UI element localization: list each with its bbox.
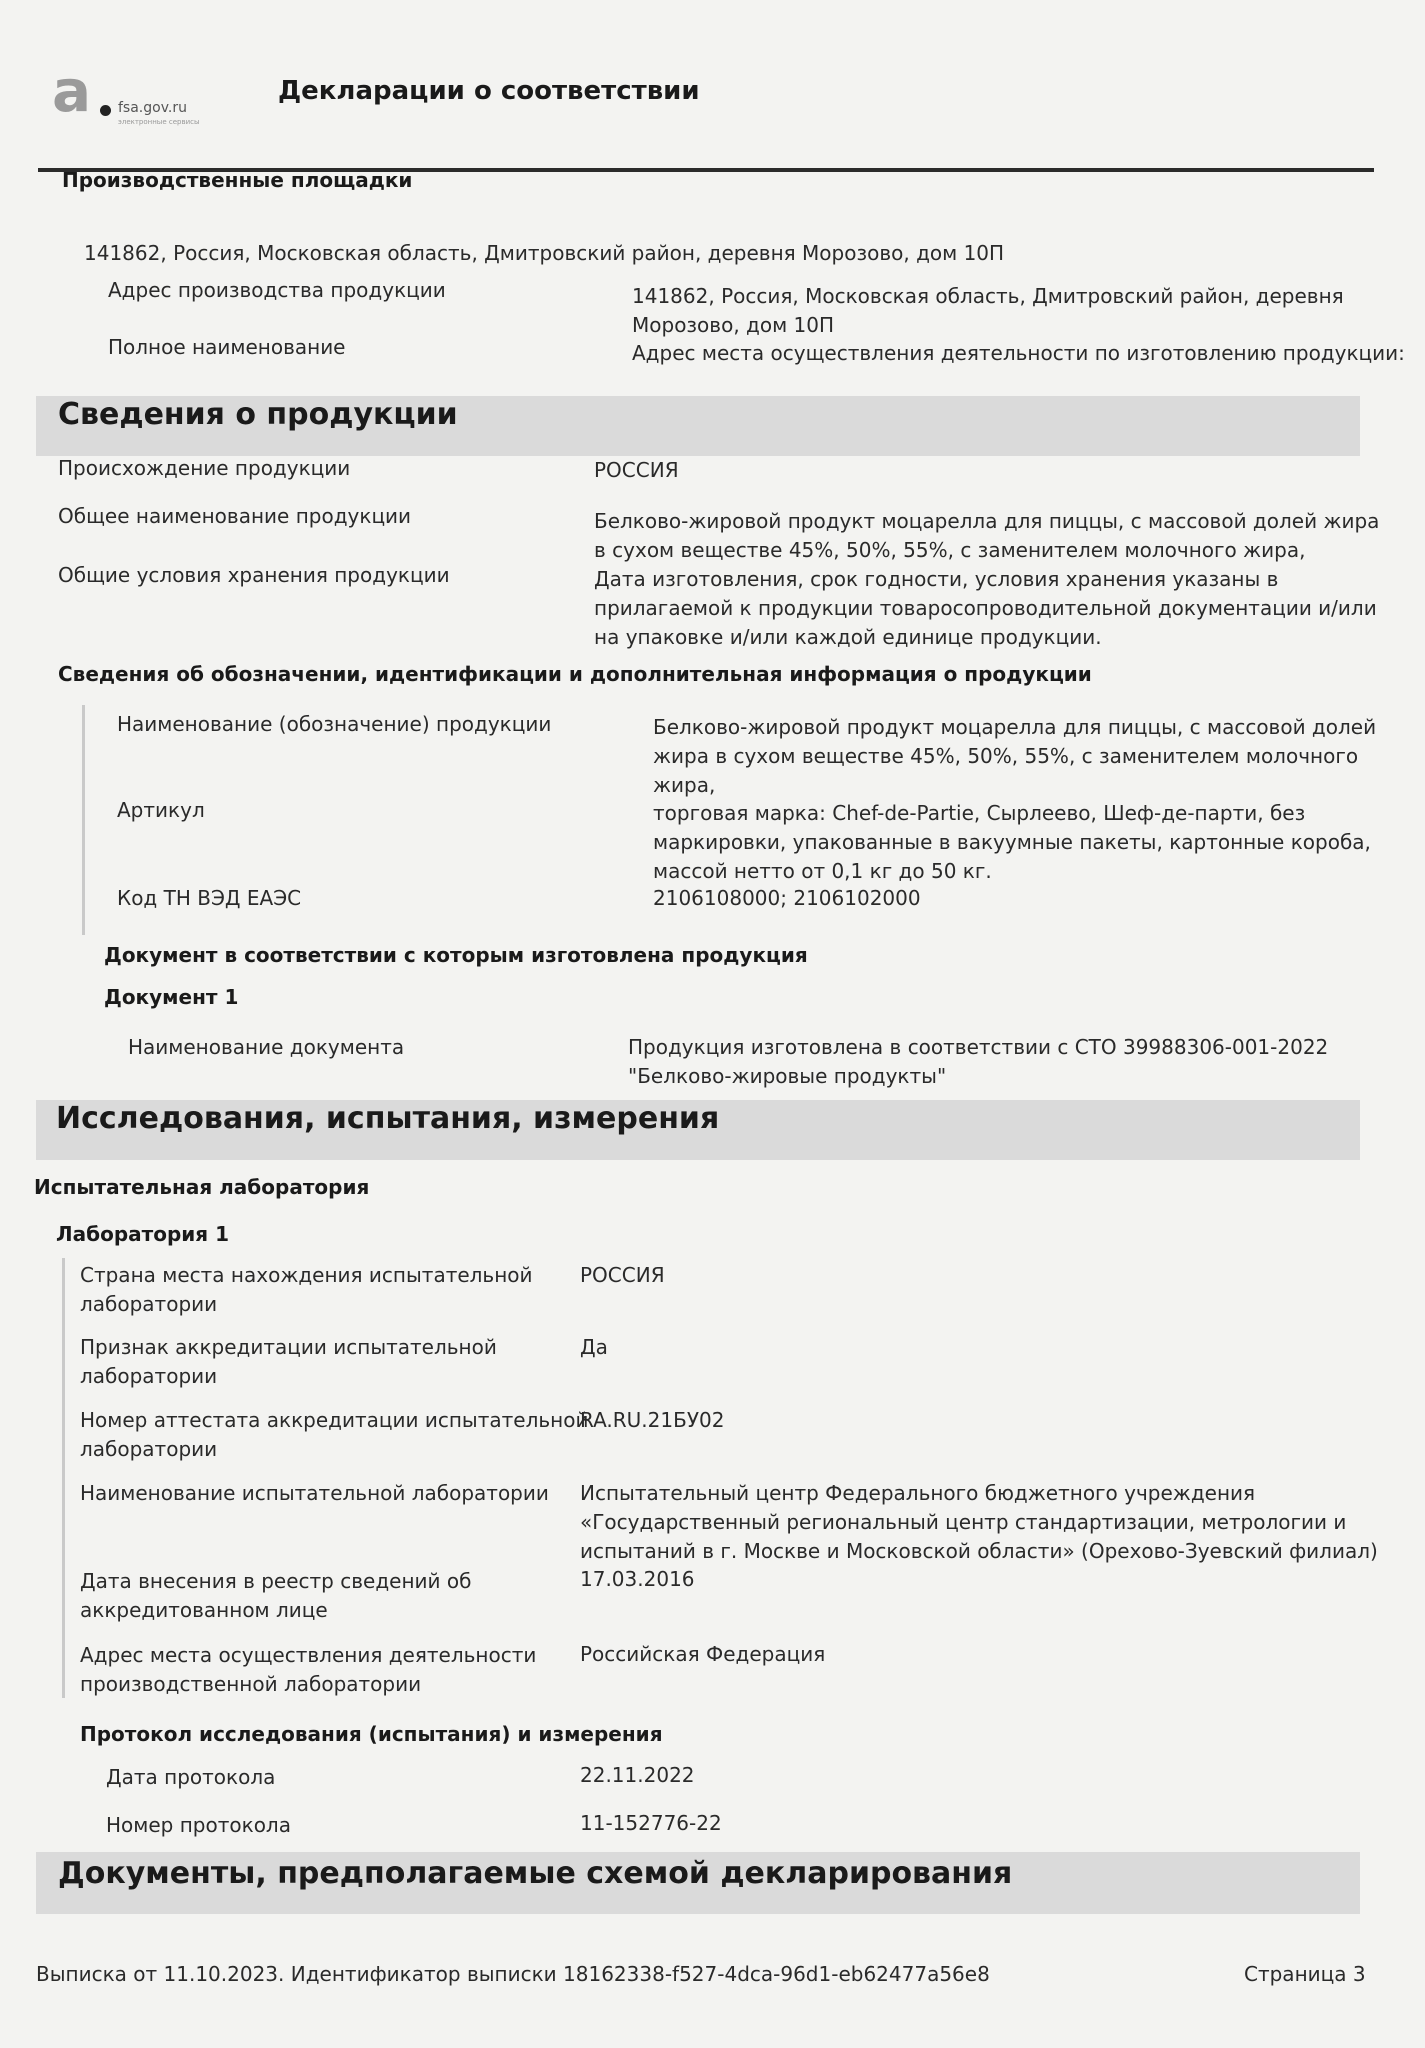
field-label: Номер аттестата аккредитации испытательной лаборатории (80, 1408, 589, 1461)
field-value: РОССИЯ (594, 458, 679, 482)
fsa-logo-letter: a (52, 57, 92, 125)
field-label: Происхождение продукции (58, 456, 351, 480)
field-value: торговая марка: Chef-de-Partie, Сырлеево, Шеф-де-парти, без маркировки, упакованные в вакуумные пакеты, картонные короба, массой нетто от 0,1 кг до 50 кг. (653, 801, 1371, 883)
field-label: Полное наименование (108, 335, 346, 359)
field-value: 22.11.2022 (580, 1763, 695, 1787)
field-value: Белково-жировой продукт моцарелла для пиццы, с массовой долей жира в сухом веществе 45%, 50%, 55%, с заменителем молочного жира, (594, 509, 1380, 562)
field-value: Дата изготовления, срок годности, условия хранения указаны в прилагаемой к продукции товаросопроводительной документации и/или на упаковке и/или каждой единице продукции. (594, 567, 1377, 649)
lab-indent-bar (62, 1258, 65, 1698)
field-label: Дата внесения в реестр сведений об аккредитованном лице (80, 1569, 472, 1622)
section-heading-research: Исследования, испытания, измерения (56, 1101, 720, 1136)
field-value: Продукция изготовлена в соответствии с СТО 39988306-001-2022 "Белково-жировые продукты" (628, 1035, 1329, 1088)
field-label: Наименование испытательной лаборатории (80, 1481, 549, 1505)
field-value: 141862, Россия, Московская область, Дмитровский район, деревня Морозово, дом 10П (632, 284, 1344, 337)
field-label: Адрес места осуществления деятельности производственной лаборатории (80, 1643, 537, 1696)
field-value: RA.RU.21БУ02 (580, 1408, 725, 1432)
fsa-logo-dot-icon (100, 105, 111, 116)
lab-heading: Испытательная лаборатория (34, 1175, 370, 1199)
field-label: Общее наименование продукции (58, 504, 412, 528)
field-label: Страна места нахождения испытательной лаборатории (80, 1263, 533, 1316)
field-value: 2106108000; 2106102000 (653, 886, 921, 910)
field-label: Признак аккредитации испытательной лаборатории (80, 1335, 497, 1388)
field-value: 11-152776-22 (580, 1811, 722, 1835)
field-value: Испытательный центр Федерального бюджетного учреждения «Государственный региональный центр стандартизации, метрологии и испытаний в г. Москве и Московской области» (Орехово-Зуевский филиал) (580, 1481, 1378, 1563)
field-label: Наименование документа (128, 1035, 405, 1059)
field-label: Артикул (117, 798, 205, 822)
field-value: Белково-жировой продукт моцарелла для пиццы, с массовой долей жира в сухом веществе 45%, 50%, 55%, с заменителем молочного жира, (653, 715, 1377, 797)
field-label: Дата протокола (106, 1765, 276, 1789)
production-sites-heading: Производственные площадки (62, 168, 413, 192)
page-number: Страница 3 (1244, 1962, 1366, 1986)
protocol-heading: Протокол исследования (испытания) и измерения (80, 1722, 663, 1746)
page-title: Декларации о соответствии (278, 76, 700, 106)
section-heading-product-info: Сведения о продукции (58, 397, 458, 432)
field-value: Российская Федерация (580, 1642, 826, 1666)
field-value: РОССИЯ (580, 1263, 665, 1287)
document-basis-heading: Документ в соответствии с которым изготовлена продукция (104, 943, 808, 967)
field-label: Номер протокола (106, 1813, 291, 1837)
footer-extract-info: Выписка от 11.10.2023. Идентификатор выписки 18162338-f527-4dca-96d1-eb62477a56e8 (36, 1962, 990, 1986)
lab-1-heading: Лаборатория 1 (56, 1222, 230, 1246)
field-label: Код ТН ВЭД ЕАЭС (117, 886, 302, 910)
field-value: Да (580, 1335, 608, 1359)
production-address-line: 141862, Россия, Московская область, Дмитровский район, деревня Морозово, дом 10П (84, 241, 1005, 265)
designation-indent-bar (82, 705, 85, 935)
designation-heading: Сведения об обозначении, идентификации и дополнительная информация о продукции (58, 662, 1092, 686)
field-label: Наименование (обозначение) продукции (117, 712, 552, 736)
field-label: Общие условия хранения продукции (58, 563, 450, 587)
field-label: Адрес производства продукции (108, 278, 446, 302)
fsa-logo-site: fsa.gov.ru (118, 100, 187, 116)
field-value: Адрес места осуществления деятельности по изготовлению продукции: (632, 341, 1405, 365)
section-heading-documents: Документы, предполагаемые схемой декларирования (58, 1856, 1013, 1891)
field-value: 17.03.2016 (580, 1567, 695, 1591)
fsa-logo-subtitle: электронные сервисы (118, 118, 200, 126)
document-1-heading: Документ 1 (104, 985, 239, 1009)
